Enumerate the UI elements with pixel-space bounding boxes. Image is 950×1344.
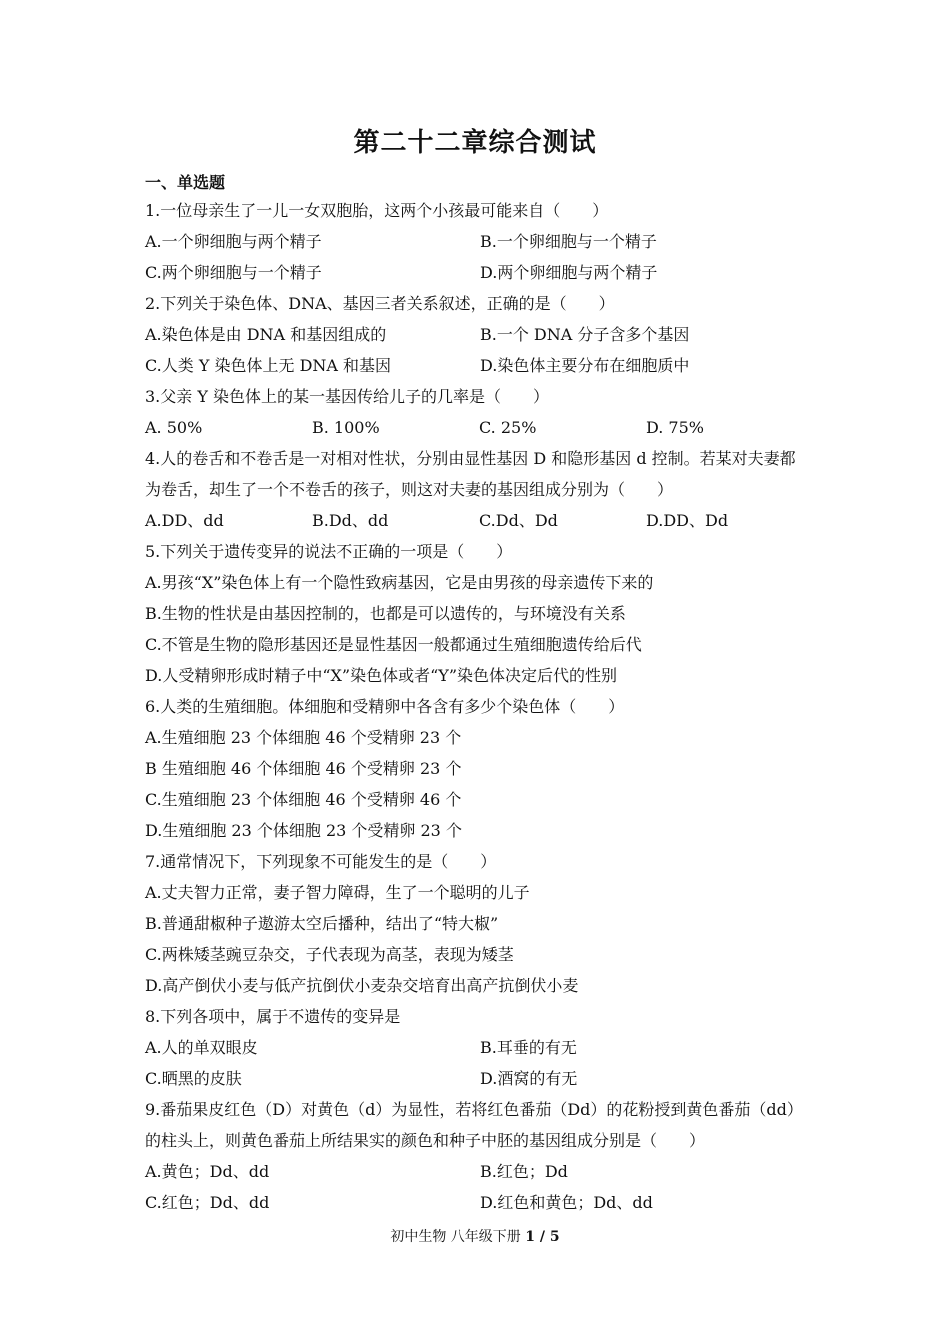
question-stem: 1.一位母亲生了一儿一女双胞胎，这两个小孩最可能来自（ ） [145, 201, 609, 220]
section-heading: 一、单选题 [145, 173, 226, 192]
question-stem: 6.人类的生殖细胞。体细胞和受精卵中各含有多少个染色体（ ） [145, 697, 625, 716]
option-b: B 生殖细胞 46 个体细胞 46 个受精卵 23 个 [145, 759, 462, 778]
option-b: B.普通甜椒种子遨游太空后播种，结出了“特大椒” [145, 914, 499, 933]
question-stem: 4.人的卷舌和不卷舌是一对相对性状，分别由显性基因 D 和隐形基因 d 控制。若某对夫妻都 [145, 449, 796, 468]
option-row [145, 1063, 815, 1094]
option-b: B.红色；Dd [480, 1162, 568, 1181]
page-title: 第二十二章综合测试 [353, 128, 597, 158]
question-stem-cont: 为卷舌，却生了一个不卷舌的孩子，则这对夫妻的基因组成分别为（ ） [145, 480, 674, 499]
option-b: B.耳垂的有无 [480, 1038, 577, 1057]
option-c: C.晒黑的皮肤 [145, 1069, 242, 1088]
page-footer [0, 1226, 950, 1246]
option-row [145, 319, 815, 350]
option-a: A.DD、dd [145, 511, 224, 530]
option-d: D.红色和黄色；Dd、dd [480, 1193, 653, 1212]
question-stem: 9.番茄果皮红色（D）对黄色（d）为显性，若将红色番茄（Dd）的花粉授到黄色番茄（dd） [145, 1100, 803, 1119]
option-a: A. 50% [145, 418, 203, 437]
option-c: C.不管是生物的隐形基因还是显性基因一般都通过生殖细胞遗传给后代 [145, 635, 642, 654]
option-c: C.Dd、Dd [479, 511, 558, 530]
option-a: A.男孩“X”染色体上有一个隐性致病基因，它是由男孩的母亲遗传下来的 [145, 573, 654, 592]
footer-subject: 初中生物 八年级下册 [390, 1229, 526, 1245]
option-row [145, 505, 815, 536]
page-number: 1 [525, 1229, 536, 1245]
option-c: C. 25% [479, 418, 537, 437]
option-c: C.生殖细胞 23 个体细胞 46 个受精卵 46 个 [145, 790, 462, 809]
question-stem: 7.通常情况下，下列现象不可能发生的是（ ） [145, 852, 497, 871]
question-stem: 2.下列关于染色体、DNA、基因三者关系叙述，正确的是（ ） [145, 294, 615, 313]
option-d: D.高产倒伏小麦与低产抗倒伏小麦杂交培育出高产抗倒伏小麦 [145, 976, 579, 995]
option-d: D.染色体主要分布在细胞质中 [480, 356, 690, 375]
option-c: C.两个卵细胞与一个精子 [145, 263, 322, 282]
option-d: D.两个卵细胞与两个精子 [480, 263, 658, 282]
option-a: A.人的单双眼皮 [145, 1038, 258, 1057]
option-a: A.一个卵细胞与两个精子 [145, 232, 322, 251]
option-a: A.黄色；Dd、dd [145, 1162, 270, 1181]
option-a: A.丈夫智力正常，妻子智力障碍，生了一个聪明的儿子 [145, 883, 530, 902]
question-stem: 3.父亲 Y 染色体上的某一基因传给儿子的几率是（ ） [145, 387, 550, 406]
question-stem: 8.下列各项中，属于不遗传的变异是 [145, 1007, 401, 1026]
option-row [145, 1032, 815, 1063]
option-b: B. 100% [312, 418, 380, 437]
option-a: A.染色体是由 DNA 和基因组成的 [145, 325, 387, 344]
option-row [145, 350, 815, 381]
option-c: C.人类 Y 染色体上无 DNA 和基因 [145, 356, 392, 375]
page-total: 5 [549, 1229, 560, 1245]
option-d: D.DD、Dd [646, 511, 729, 530]
question-list [145, 195, 815, 1218]
option-c: C.红色；Dd、dd [145, 1193, 270, 1212]
option-row [145, 1187, 815, 1218]
option-d: D.人受精卵形成时精子中“X”染色体或者“Y”染色体决定后代的性别 [145, 666, 618, 685]
option-b: B.生物的性状是由基因控制的，也都是可以遗传的，与环境没有关系 [145, 604, 626, 623]
option-b: B.一个卵细胞与一个精子 [480, 232, 657, 251]
question-stem: 5.下列关于遗传变异的说法不正确的一项是（ ） [145, 542, 513, 561]
option-b: B.Dd、dd [312, 511, 389, 530]
question-stem-cont: 的柱头上，则黄色番茄上所结果实的颜色和种子中胚的基因组成分别是（ ） [145, 1131, 706, 1150]
option-c: C.两株矮茎豌豆杂交，子代表现为高茎，表现为矮茎 [145, 945, 514, 964]
option-a: A.生殖细胞 23 个体细胞 46 个受精卵 23 个 [145, 728, 462, 747]
option-row [145, 257, 815, 288]
page-separator: / [535, 1229, 550, 1245]
option-d: D.生殖细胞 23 个体细胞 23 个受精卵 23 个 [145, 821, 462, 840]
option-row [145, 226, 815, 257]
option-row [145, 1156, 815, 1187]
option-d: D. 75% [646, 418, 704, 437]
option-d: D.酒窝的有无 [480, 1069, 578, 1088]
option-row [145, 412, 815, 443]
option-b: B.一个 DNA 分子含多个基因 [480, 325, 690, 344]
